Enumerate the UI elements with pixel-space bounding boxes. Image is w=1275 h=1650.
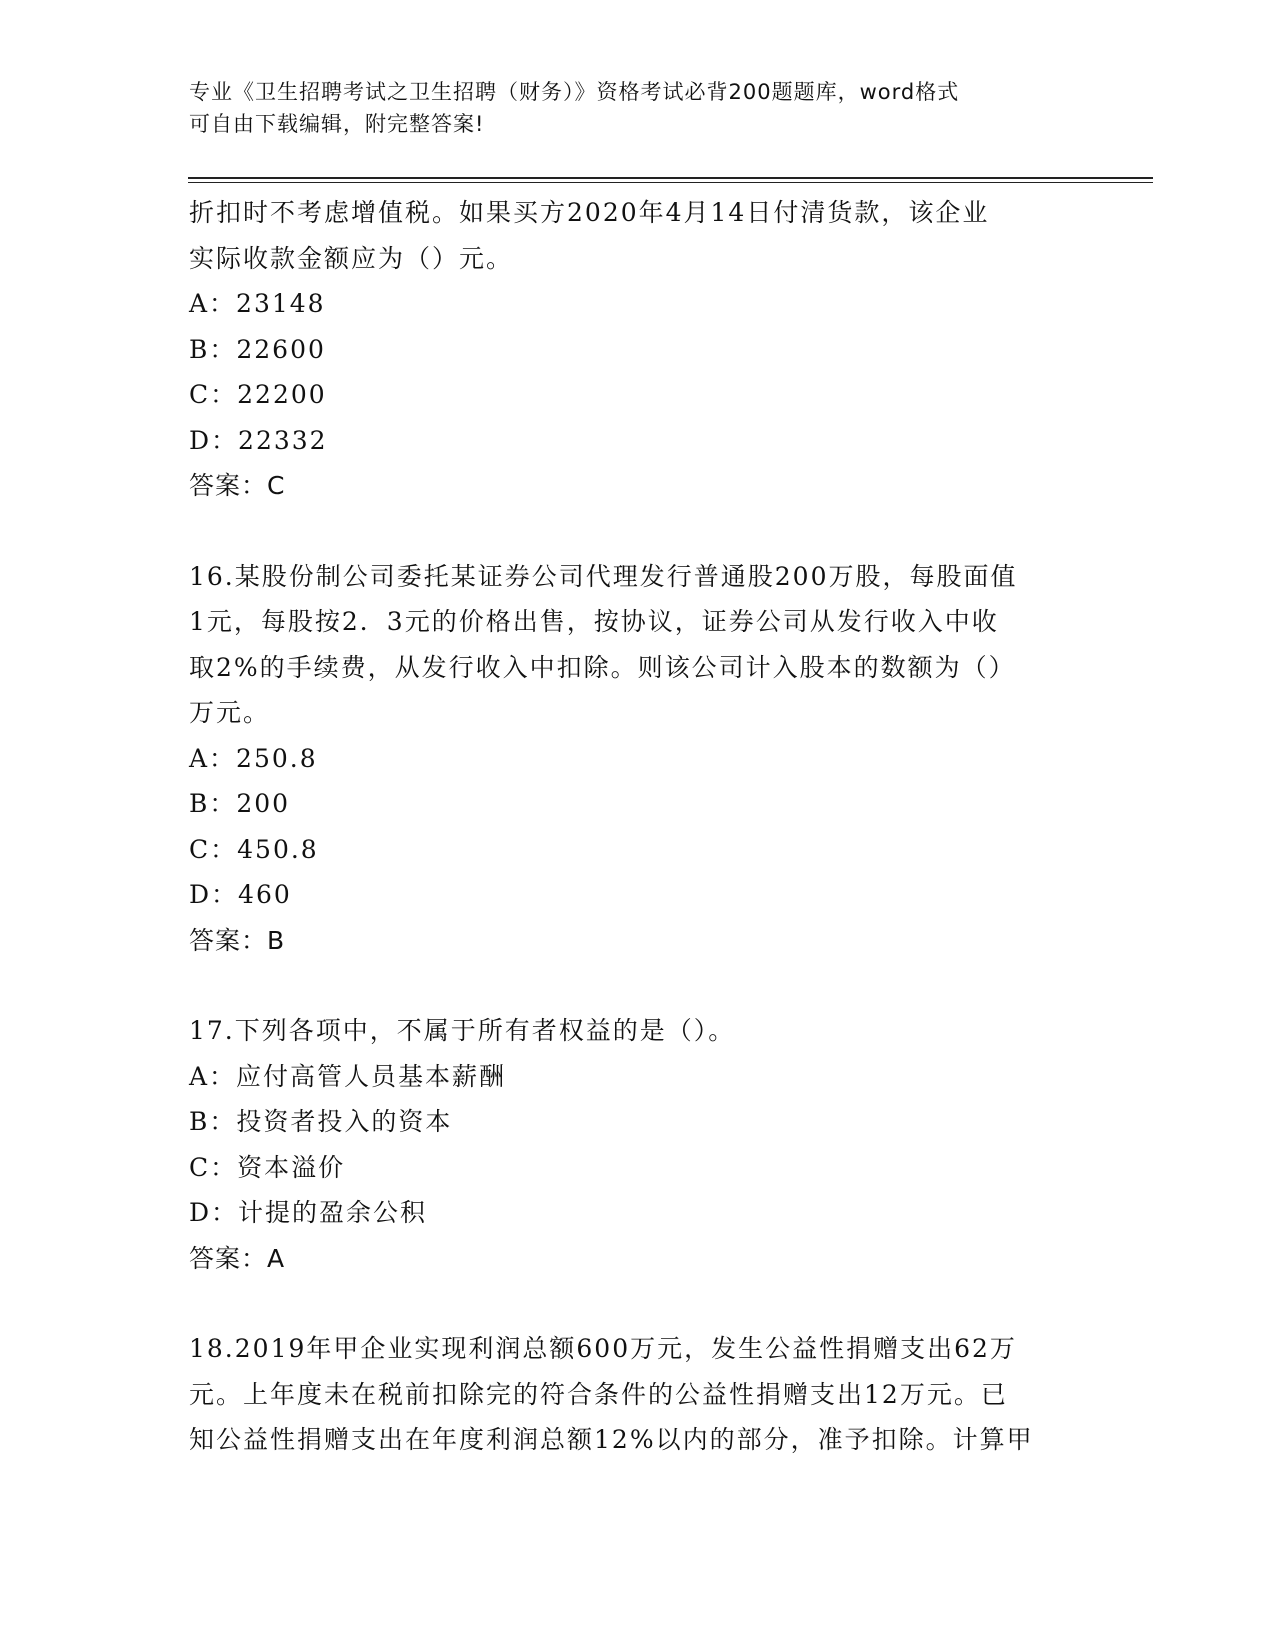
question-text-line: 取2%的手续费，从发行收入中扣除。则该公司计入股本的数额为（）: [189, 652, 1016, 682]
question-18: [189, 1326, 1079, 1463]
option-c: C：450.8: [189, 834, 319, 864]
option-c: C：22200: [189, 380, 327, 409]
answer-line: 答案：B: [189, 925, 286, 955]
answer-line: 答案：A: [189, 1243, 286, 1273]
option-a: A：应付高管人员基本薪酬: [189, 1061, 507, 1091]
header-divider: [188, 177, 1153, 179]
option-a: A：250.8: [189, 743, 318, 773]
question-17: [189, 1008, 1079, 1281]
question-text-line: 实际收款金额应为（）元。: [189, 243, 514, 273]
option-d: D：22332: [189, 425, 328, 455]
question-fragment: [189, 190, 1079, 509]
option-b: B：200: [189, 789, 291, 818]
question-text-line: 折扣时不考虑增值税。如果买方2020年4月14日付清货款，该企业: [189, 198, 990, 227]
question-text-line: 18.2019年甲企业实现利润总额600万元，发生公益性捐赠支出62万: [189, 1334, 1017, 1363]
option-c: C：资本溢价: [189, 1152, 346, 1182]
option-b: B：投资者投入的资本: [189, 1107, 453, 1136]
option-a: A：23148: [189, 289, 326, 318]
option-b: B：22600: [189, 334, 326, 364]
answer-line: 答案：C: [189, 471, 286, 500]
spacer: [189, 1281, 1079, 1326]
question-text-line: 万元。: [189, 698, 271, 727]
option-d: D：计提的盈余公积: [189, 1198, 428, 1227]
header-line-1: 专业《卫生招聘考试之卫生招聘（财务）》资格考试必背200题题库，word格式: [189, 80, 960, 104]
question-text-line: 1元，每股按2．3元的价格出售，按协议，证券公司从发行收入中收: [189, 607, 999, 636]
question-16: [189, 554, 1079, 964]
spacer: [189, 963, 1079, 1008]
question-text-line: 16.某股份制公司委托某证券公司代理发行普通股200万股，每股面值: [189, 561, 1018, 591]
header-divider-thin: [188, 182, 1153, 183]
question-text-line: 元。上年度未在税前扣除完的符合条件的公益性捐赠支出12万元。已: [189, 1379, 1008, 1409]
question-text-line: 17.下列各项中，不属于所有者权益的是（）。: [189, 1016, 736, 1045]
spacer: [189, 509, 1079, 554]
document-header: [189, 76, 1069, 140]
question-text-line: 知公益性捐赠支出在年度利润总额12%以内的部分，准予扣除。计算甲: [189, 1425, 1034, 1454]
header-line-2: 可自由下载编辑，附完整答案!: [189, 112, 485, 136]
question-content: [189, 190, 1079, 1463]
option-d: D：460: [189, 880, 292, 909]
